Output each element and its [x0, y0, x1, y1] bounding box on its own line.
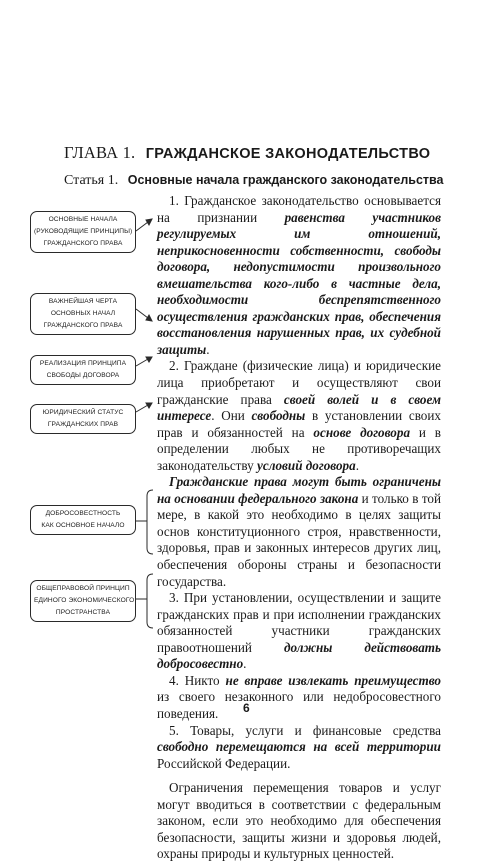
emphasis-run: Гражданские права могут быть ограничены на основании федерального закона: [157, 474, 441, 506]
text-run: 1. Гражданское законодательство основывается на признании: [157, 193, 441, 225]
arrow-line: [136, 309, 148, 318]
text-run: .: [355, 457, 359, 473]
text-run: Ограничения перемещения товаров и услуг могут вводиться в соответствии с федеральным законом, если это необходимо для обеспечения безопасности, защиты жизни и здоровья людей, охраны природы и культурных ценностей.: [157, 780, 441, 862]
note-line: (РУКОВОДЯЩИЕ ПРИНЦИПЫ): [34, 228, 133, 235]
text-run: 3. При установлении, осуществлении и защите гражданских прав и при исполнении гражданских обязанностей участники гражданских правоотношений: [157, 590, 441, 655]
note-line: ГРАЖДАНСКОГО ПРАВА: [43, 240, 123, 247]
bracket-good-faith: [147, 490, 153, 554]
chapter-title: ГРАЖДАНСКОЕ ЗАКОНОДАТЕЛЬСТВО: [145, 146, 431, 162]
emphasis-run: равенства участников регулируемых им отношений, неприкосновенности собственности, свободы договора, недопустимости произвольного вмешательства кого-либо в частные дела, необходимости беспрепятственного осуществления гражданских прав, обеспечения восстановления нарушенных прав, их судебной защиты: [157, 209, 441, 357]
emphasis-run: не вправе извлекать преимущество: [225, 672, 441, 688]
emphasis-run: основе договора: [313, 424, 411, 440]
paragraph-6: [157, 723, 441, 773]
text-run: . Они: [211, 408, 252, 424]
emphasis-run: своей волей и в своем интересе: [157, 391, 441, 424]
paragraph-1: [157, 193, 441, 358]
text-run: в установлении своих прав и обязанностей на: [157, 408, 441, 440]
article-title: Основные начала гражданского законодательства: [127, 173, 444, 187]
emphasis-run: должны действовать добросовестно: [157, 639, 441, 672]
text-run: и в определении любых не противоречащих законодательству: [157, 424, 442, 473]
arrow-line: [136, 222, 148, 231]
text-run: 5. Товары, услуги и финансовые средства: [169, 722, 441, 738]
arrow-head: [146, 315, 152, 321]
note-line: ОБЩЕПРАВОВОЙ ПРИНЦИП: [36, 585, 130, 592]
page-number: 6: [243, 701, 250, 715]
text-run: .: [243, 656, 247, 672]
note-line: ДОБРОСОВЕСТНОСТЬ: [45, 510, 121, 517]
article-text: [157, 193, 441, 863]
text-run: .: [206, 341, 210, 357]
note-line: КАК ОСНОВНОЕ НАЧАЛО: [41, 522, 125, 529]
note-line: ОСНОВНЫЕ НАЧАЛА: [48, 216, 118, 223]
paragraph-5: [157, 673, 441, 723]
note-line: ЕДИНОГО ЭКОНОМИЧЕСКОГО: [34, 597, 135, 604]
emphasis-run: свободно перемещаются на всей территории: [157, 739, 441, 755]
bracket-economic-space: [147, 574, 153, 628]
emphasis-run: условий договора: [257, 457, 356, 473]
article-label: Статья 1.: [64, 173, 119, 188]
text-run: Российской Федерации.: [157, 755, 291, 771]
note-line: РЕАЛИЗАЦИЯ ПРИНЦИПА: [39, 360, 127, 367]
paragraph-2: [157, 358, 441, 474]
text-run: из своего незаконного или недобросовестного поведения.: [157, 689, 441, 721]
text-run: 4. Никто: [169, 672, 226, 688]
note-line: ЮРИДИЧЕСКИЙ СТАТУС: [42, 409, 124, 416]
note-line: ГРАЖДАНСКОГО ПРАВА: [43, 322, 123, 329]
arrow-line: [136, 405, 148, 412]
text-run: 2. Граждане (физические лица) и юридические лица приобретают и осуществляют свои гражданские права: [157, 358, 441, 407]
note-line: ВАЖНЕЙШАЯ ЧЕРТА: [48, 298, 118, 305]
note-line: ПРОСТРАНСТВА: [55, 609, 111, 616]
arrow-head: [146, 219, 152, 225]
chapter-label: ГЛАВА 1.: [64, 143, 136, 162]
paragraph-4: [157, 590, 441, 673]
paragraph-3: [157, 474, 441, 590]
arrow-line: [136, 359, 148, 366]
emphasis-run: свободны: [251, 408, 306, 424]
note-line: СВОБОДЫ ДОГОВОРА: [46, 372, 120, 379]
note-line: ГРАЖДАНСКИХ ПРАВ: [47, 421, 119, 428]
note-line: ОСНОВНЫХ НАЧАЛ: [50, 310, 116, 317]
text-run: и только в той мере, в какой это необходимо в целях защиты основ конституционного строя, нравственности, здоровья, прав и законных интересов других лиц, обеспечения обороны страны и безопасности государства.: [157, 490, 441, 589]
paragraph-7: [157, 780, 441, 863]
